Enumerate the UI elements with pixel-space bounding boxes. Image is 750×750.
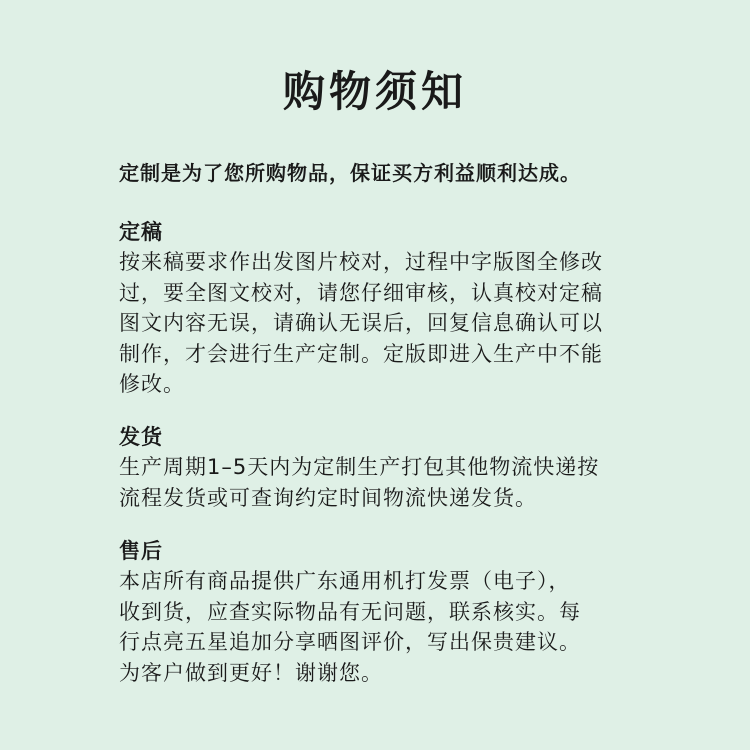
body-line: 行点亮五星追加分享晒图评价，写出保贵建议。 bbox=[119, 630, 581, 654]
section-body bbox=[119, 566, 659, 688]
section-body bbox=[119, 452, 659, 513]
section-draft bbox=[119, 217, 659, 400]
body-line: 过，要全图文校对，请您仔细审核，认真校对定稿 bbox=[119, 280, 603, 305]
body-line: 为客户做到更好！谢谢您。 bbox=[119, 660, 383, 685]
intro-text: 定制是为了您所购物品，保证买方利益顺利达成。 bbox=[119, 161, 581, 185]
body-line: 制作，才会进行生产定制。定版即进入生产中不能 bbox=[119, 341, 603, 366]
body-line: 按来稿要求作出发图片校对，过程中字版图全修改 bbox=[119, 250, 603, 274]
body-line: 收到货，应查实际物品有无问题，联系核实。每 bbox=[119, 599, 581, 624]
body-line: 生产周期1–5天内为定制生产打包其他物流快递按 bbox=[119, 455, 600, 479]
body-line: 流程发货或可查询约定时间物流快递发货。 bbox=[119, 485, 537, 510]
section-body bbox=[119, 247, 659, 400]
body-line: 本店所有商品提供广东通用机打发票（电子）， bbox=[119, 569, 571, 593]
section-heading: 发货 bbox=[119, 425, 163, 449]
body-line: 修改。 bbox=[119, 372, 185, 396]
body-line: 图文内容无误，请确认无误后，回复信息确认可以 bbox=[119, 311, 603, 335]
section-heading: 售后 bbox=[119, 539, 163, 563]
page-title: 购物须知 bbox=[282, 67, 467, 116]
section-heading: 定稿 bbox=[119, 220, 163, 244]
section-shipping bbox=[119, 422, 659, 513]
section-after-sales bbox=[119, 536, 659, 688]
